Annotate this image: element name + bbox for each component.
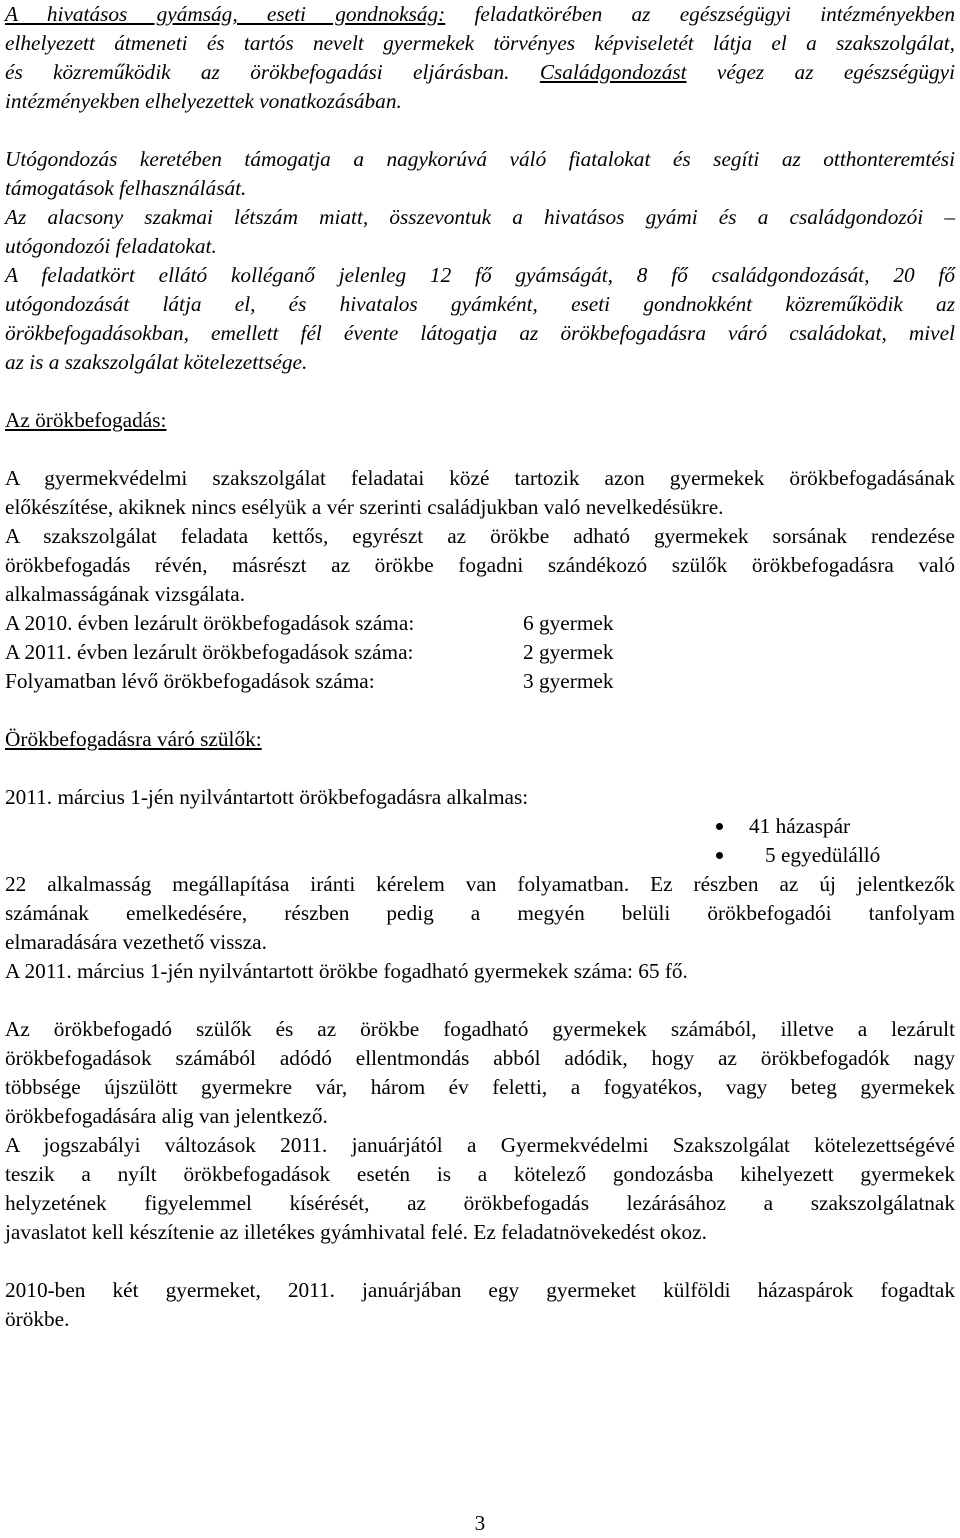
p1-line-3 [5, 58, 955, 87]
p5-line-2: örökbefogadások számából adódó ellentmondás abból adódik, hogy az örökbefogadók nagy [5, 1046, 955, 1070]
p2-line-4: utógondozói feladatokat. [5, 234, 217, 258]
p5-line-1: Az örökbefogadó szülők és az örökbe fogadható gyermekek számából, illetve a lezárult [5, 1017, 955, 1041]
p5-line-7: helyzetének figyelemmel kísérését, az örökbefogadás lezárásához a szakszolgálatnak [5, 1191, 955, 1215]
p6-line-2: örökbe. [5, 1307, 70, 1331]
bullet-text: 5 egyedülálló [765, 843, 881, 867]
p2-line-6: utógondozását látja el, és hivatalos gyámként, eseti gondnokként közreműködik az [5, 292, 955, 316]
p1-line-1 [5, 0, 955, 29]
page-number: 3 [474, 1511, 486, 1535]
waiting-parents-heading: Örökbefogadásra váró szülők: [5, 727, 262, 751]
p5-line-6: teszik a nyílt örökbefogadások esetén is a kötelező gondozásba kihelyezett gyermekek [5, 1162, 955, 1186]
p2-line-5: A feladatkört ellátó kolléganő jelenleg 12 fő gyámságát, 8 fő családgondozását, 20 fő [5, 263, 955, 287]
p2-line-8: az is a szakszolgálat kötelezettsége. [5, 350, 308, 374]
p5-line-8: javaslatot kell készítenie az illetékes gyámhivatal felé. Ez feladatnövekedést okoz. [5, 1220, 707, 1244]
p1-line-1-text: feladatkörében az egészségügyi intézményekben [445, 2, 955, 26]
p3-line-4: örökbefogadás révén, másrészt az örökbe fogadni szándékozó szülők örökbefogadásra való [5, 553, 955, 577]
stat-row [5, 667, 955, 696]
p2-line-3: Az alacsony szakmai létszám miatt, összevontuk a hivatásos gyámi és a családgondozói – [5, 205, 955, 229]
p1-line-3-a: és közreműködik az örökbefogadási eljárásban. [5, 60, 540, 84]
stat-value: 6 gyermek [523, 611, 614, 635]
stat-value: 3 gyermek [523, 669, 614, 693]
stat-label: A 2010. évben lezárult örökbefogadások száma: [5, 611, 415, 635]
bullet-text: 41 házaspár [749, 814, 851, 838]
p5-line-4: örökbefogadására alig van jelentkező. [5, 1104, 328, 1128]
adoption-heading: Az örökbefogadás: [5, 408, 167, 432]
stat-label: Folyamatban lévő örökbefogadások száma: [5, 669, 375, 693]
p2-line-7: örökbefogadásokban, emellett fél évente látogatja az örökbefogadásra váró családokat, mivel [5, 321, 955, 345]
p3-line-2: előkészítése, akiknek nincs esélyük a vér szerinti családjukban való nevelkedésükre. [5, 495, 724, 519]
stat-row [5, 609, 955, 638]
p4-line-5: A 2011. március 1-jén nyilvántartott örökbe fogadható gyermekek száma: 65 fő. [5, 959, 688, 983]
p1-line-2: elhelyezett átmeneti és tartós nevelt gyermekek törvényes képviseletét látja el a szakszolgálat, [5, 31, 955, 55]
family-care-heading: Családgondozást [539, 60, 687, 84]
p5-line-5: A jogszabályi változások 2011. januárjától a Gyermekvédelmi Szakszolgálat kötelezettségévé [5, 1133, 955, 1157]
stat-value: 2 gyermek [523, 640, 614, 664]
p4-line-2: 22 alkalmasság megállapítása iránti kérelem van folyamatban. Ez részben az új jelentkezők [5, 872, 955, 896]
p6-line-1: 2010-ben két gyermeket, 2011. januárjában egy gyermeket külföldi házaspárok fogadtak [5, 1278, 955, 1302]
p4-line-3: számának emelkedésére, részben pedig a megyén belüli örökbefogadói tanfolyam [5, 901, 955, 925]
guardianship-heading: A hivatásos gyámság, eseti gondnokság: [5, 2, 446, 26]
p1-line-3-b: végez az egészségügyi [686, 60, 956, 84]
p2-line-1: Utógondozás keretében támogatja a nagykorúvá váló fiatalokat és segíti az otthonteremtési [5, 147, 955, 171]
p3-line-1: A gyermekvédelmi szakszolgálat feladatai közé tartozik azon gyermekek örökbefogadásának [5, 466, 955, 490]
stat-row [5, 638, 955, 667]
p2-line-2: támogatások felhasználását. [5, 176, 247, 200]
p4-line-4: elmaradására vezethető vissza. [5, 930, 267, 954]
p3-line-3: A szakszolgálat feladata kettős, egyrészt az örökbe adható gyermekek sorsának rendezése [5, 524, 955, 548]
bullet-icon [716, 823, 723, 830]
stat-label: A 2011. évben lezárult örökbefogadások száma: [5, 640, 414, 664]
p1-line-4: intézményekben elhelyezettek vonatkozásában. [5, 89, 402, 113]
p4-line-1: 2011. március 1-jén nyilvántartott örökbefogadásra alkalmas: [5, 785, 529, 809]
bullet-icon [716, 852, 723, 859]
p3-line-5: alkalmasságának vizsgálata. [5, 582, 246, 606]
p5-line-3: többsége újszülött gyermekre vár, három év feletti, a fogyatékos, vagy beteg gyermekek [5, 1075, 955, 1099]
